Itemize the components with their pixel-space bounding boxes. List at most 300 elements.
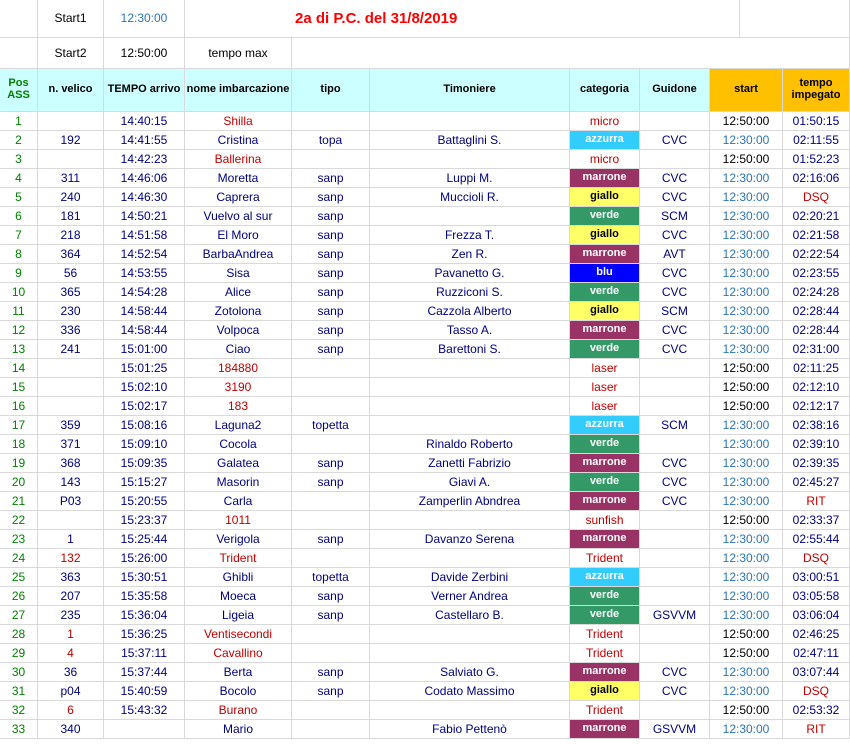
cell-pos[interactable]: 30 (0, 663, 38, 682)
cell-nome[interactable]: Bocolo (185, 682, 292, 701)
cell-guidone[interactable]: GSVVM (640, 720, 710, 739)
cell-guidone[interactable] (640, 644, 710, 663)
cell-nome[interactable]: Ventisecondi (185, 625, 292, 644)
cell-tipo[interactable]: topetta (292, 568, 370, 587)
cell-velico[interactable]: 311 (38, 169, 104, 188)
cell-arrivo[interactable]: 14:54:28 (104, 283, 185, 302)
cell-guidone[interactable] (640, 397, 710, 416)
cell-arrivo[interactable]: 15:36:25 (104, 625, 185, 644)
table-row[interactable] (0, 454, 850, 473)
table-row[interactable] (0, 587, 850, 606)
cell-start[interactable]: 12:30:00 (710, 169, 783, 188)
cell-categoria[interactable] (570, 511, 640, 530)
cell-arrivo[interactable]: 15:40:59 (104, 682, 185, 701)
cell-nome[interactable]: 184880 (185, 359, 292, 378)
cell-nome[interactable]: Mario (185, 720, 292, 739)
cell-categoria[interactable] (570, 188, 640, 207)
cell-tempo[interactable]: 02:39:35 (783, 454, 850, 473)
cell-guidone[interactable] (640, 587, 710, 606)
cell-categoria[interactable] (570, 492, 640, 511)
cell-tempo[interactable]: 02:33:37 (783, 511, 850, 530)
cell-arrivo[interactable]: 15:25:44 (104, 530, 185, 549)
cell-nome[interactable]: Carla (185, 492, 292, 511)
cell-start[interactable]: 12:30:00 (710, 416, 783, 435)
cell-timoniere[interactable] (370, 416, 570, 435)
cell-start[interactable]: 12:50:00 (710, 359, 783, 378)
cell-categoria[interactable] (570, 207, 640, 226)
cell-guidone[interactable]: SCM (640, 416, 710, 435)
cell-timoniere[interactable]: Zamperlin Abndrea (370, 492, 570, 511)
cell-nome[interactable]: Galatea (185, 454, 292, 473)
cell-timoniere[interactable]: Pavanetto G. (370, 264, 570, 283)
cell-categoria[interactable] (570, 226, 640, 245)
cell-nome[interactable]: Berta (185, 663, 292, 682)
cell-timoniere[interactable]: Fabio Pettenò (370, 720, 570, 739)
cell-guidone[interactable]: SCM (640, 302, 710, 321)
cell-arrivo[interactable]: 15:23:37 (104, 511, 185, 530)
cell-timoniere[interactable] (370, 644, 570, 663)
cell-pos[interactable]: 13 (0, 340, 38, 359)
cell-categoria[interactable] (570, 245, 640, 264)
cell-start[interactable]: 12:30:00 (710, 302, 783, 321)
cell-timoniere[interactable]: Barettoni S. (370, 340, 570, 359)
cell-guidone[interactable]: CVC (640, 131, 710, 150)
cell-timoniere[interactable]: Rinaldo Roberto (370, 435, 570, 454)
cell-arrivo[interactable]: 15:37:11 (104, 644, 185, 663)
cell-pos[interactable]: 6 (0, 207, 38, 226)
cell-categoria[interactable] (570, 359, 640, 378)
cell-start[interactable]: 12:50:00 (710, 644, 783, 663)
col-timoniere[interactable]: Timoniere (370, 69, 570, 112)
cell-pos[interactable]: 26 (0, 587, 38, 606)
table-row[interactable] (0, 720, 850, 739)
cell-tipo[interactable]: sanp (292, 340, 370, 359)
table-row[interactable] (0, 530, 850, 549)
cell-velico[interactable] (38, 511, 104, 530)
cell-nome[interactable]: Moeca (185, 587, 292, 606)
cell-guidone[interactable] (640, 435, 710, 454)
cell-tempo[interactable]: RIT (783, 492, 850, 511)
cell-pos[interactable]: 7 (0, 226, 38, 245)
cell-tipo[interactable] (292, 359, 370, 378)
cell-categoria[interactable] (570, 321, 640, 340)
cell-nome[interactable]: Cocola (185, 435, 292, 454)
cell-categoria[interactable] (570, 302, 640, 321)
cell-guidone[interactable] (640, 530, 710, 549)
cell-tipo[interactable] (292, 378, 370, 397)
cell-tempo[interactable]: 02:11:55 (783, 131, 850, 150)
cell-tempo[interactable]: 02:46:25 (783, 625, 850, 644)
col-start[interactable]: start (710, 69, 783, 112)
cell-pos[interactable]: 12 (0, 321, 38, 340)
cell-guidone[interactable]: CVC (640, 682, 710, 701)
table-row[interactable] (0, 511, 850, 530)
cell-guidone[interactable] (640, 378, 710, 397)
cell-start[interactable]: 12:30:00 (710, 131, 783, 150)
cell-start[interactable]: 12:30:00 (710, 321, 783, 340)
cell-nome[interactable]: Zotolona (185, 302, 292, 321)
cell-categoria[interactable] (570, 549, 640, 568)
cell-timoniere[interactable]: Tasso A. (370, 321, 570, 340)
cell-start[interactable]: 12:50:00 (710, 150, 783, 169)
cell-velico[interactable] (38, 378, 104, 397)
cell-velico[interactable]: 365 (38, 283, 104, 302)
cell-start[interactable]: 12:30:00 (710, 340, 783, 359)
cell-categoria[interactable] (570, 131, 640, 150)
cell-arrivo[interactable]: 14:46:06 (104, 169, 185, 188)
cell-guidone[interactable]: CVC (640, 188, 710, 207)
cell-tempo[interactable]: 02:53:32 (783, 701, 850, 720)
cell-guidone[interactable] (640, 511, 710, 530)
cell-start[interactable]: 12:30:00 (710, 188, 783, 207)
cell-arrivo[interactable]: 15:09:35 (104, 454, 185, 473)
cell-tipo[interactable]: sanp (292, 264, 370, 283)
cell-velico[interactable]: p04 (38, 682, 104, 701)
cell-tipo[interactable]: sanp (292, 530, 370, 549)
cell-timoniere[interactable] (370, 701, 570, 720)
col-arrivo[interactable]: TEMPO arrivo (104, 69, 185, 112)
cell-timoniere[interactable] (370, 625, 570, 644)
cell-timoniere[interactable]: Zen R. (370, 245, 570, 264)
table-row[interactable] (0, 359, 850, 378)
cell-guidone[interactable]: CVC (640, 663, 710, 682)
cell-timoniere[interactable] (370, 150, 570, 169)
cell-nome[interactable]: 1011 (185, 511, 292, 530)
cell-velico[interactable]: 6 (38, 701, 104, 720)
cell-categoria[interactable] (570, 701, 640, 720)
cell-tempo[interactable]: 03:00:51 (783, 568, 850, 587)
cell-nome[interactable]: Shilla (185, 112, 292, 131)
table-row[interactable] (0, 112, 850, 131)
cell-start[interactable]: 12:30:00 (710, 549, 783, 568)
cell-velico[interactable]: 207 (38, 587, 104, 606)
cell-start[interactable]: 12:30:00 (710, 454, 783, 473)
cell-pos[interactable]: 25 (0, 568, 38, 587)
cell-tipo[interactable]: sanp (292, 606, 370, 625)
cell-tempo[interactable]: 02:20:21 (783, 207, 850, 226)
cell-guidone[interactable]: CVC (640, 169, 710, 188)
cell-tipo[interactable] (292, 397, 370, 416)
table-row[interactable] (0, 435, 850, 454)
cell-timoniere[interactable] (370, 359, 570, 378)
cell-arrivo[interactable]: 15:02:17 (104, 397, 185, 416)
cell-velico[interactable]: 4 (38, 644, 104, 663)
cell-nome[interactable]: Burano (185, 701, 292, 720)
cell-arrivo[interactable]: 14:58:44 (104, 321, 185, 340)
cell-tipo[interactable] (292, 511, 370, 530)
cell-start[interactable]: 12:30:00 (710, 587, 783, 606)
cell-guidone[interactable] (640, 359, 710, 378)
cell-nome[interactable]: 3190 (185, 378, 292, 397)
cell-categoria[interactable] (570, 625, 640, 644)
cell-nome[interactable]: Ciao (185, 340, 292, 359)
cell-start[interactable]: 12:30:00 (710, 473, 783, 492)
cell-pos[interactable]: 8 (0, 245, 38, 264)
cell-tempo[interactable]: 03:06:04 (783, 606, 850, 625)
cell-velico[interactable]: 240 (38, 188, 104, 207)
cell-categoria[interactable] (570, 530, 640, 549)
cell-nome[interactable]: Cristina (185, 131, 292, 150)
cell-nome[interactable]: Moretta (185, 169, 292, 188)
cell-start[interactable]: 12:30:00 (710, 568, 783, 587)
cell-arrivo[interactable]: 15:01:00 (104, 340, 185, 359)
cell-velico[interactable]: 241 (38, 340, 104, 359)
cell-start[interactable]: 12:50:00 (710, 397, 783, 416)
cell-guidone[interactable]: CVC (640, 283, 710, 302)
cell-timoniere[interactable] (370, 397, 570, 416)
cell-nome[interactable]: BarbaAndrea (185, 245, 292, 264)
cell-arrivo[interactable]: 15:43:32 (104, 701, 185, 720)
table-row[interactable] (0, 416, 850, 435)
cell-pos[interactable]: 24 (0, 549, 38, 568)
cell-velico[interactable]: 368 (38, 454, 104, 473)
cell-categoria[interactable] (570, 682, 640, 701)
cell-pos[interactable]: 32 (0, 701, 38, 720)
cell-arrivo[interactable]: 15:36:04 (104, 606, 185, 625)
table-row[interactable] (0, 606, 850, 625)
cell-pos[interactable]: 10 (0, 283, 38, 302)
cell-pos[interactable]: 3 (0, 150, 38, 169)
cell-tipo[interactable] (292, 625, 370, 644)
cell-nome[interactable]: Trident (185, 549, 292, 568)
cell-tipo[interactable]: sanp (292, 587, 370, 606)
cell-timoniere[interactable]: Zanetti Fabrizio (370, 454, 570, 473)
table-row[interactable] (0, 340, 850, 359)
cell-pos[interactable]: 28 (0, 625, 38, 644)
cell-tempo[interactable]: 02:24:28 (783, 283, 850, 302)
cell-pos[interactable]: 33 (0, 720, 38, 739)
cell-timoniere[interactable] (370, 549, 570, 568)
table-row[interactable] (0, 226, 850, 245)
cell-tipo[interactable]: sanp (292, 454, 370, 473)
cell-tempo[interactable]: 03:05:58 (783, 587, 850, 606)
cell-categoria[interactable] (570, 416, 640, 435)
cell-tipo[interactable] (292, 549, 370, 568)
cell-arrivo[interactable]: 15:01:25 (104, 359, 185, 378)
cell-tempo[interactable]: 02:16:06 (783, 169, 850, 188)
cell-pos[interactable]: 15 (0, 378, 38, 397)
cell-categoria[interactable] (570, 454, 640, 473)
cell-tipo[interactable]: sanp (292, 473, 370, 492)
cell-tempo[interactable]: 02:12:10 (783, 378, 850, 397)
cell-velico[interactable]: 359 (38, 416, 104, 435)
cell-arrivo[interactable]: 15:02:10 (104, 378, 185, 397)
cell-start[interactable]: 12:30:00 (710, 226, 783, 245)
cell-tempo[interactable]: 02:28:44 (783, 302, 850, 321)
cell-tempo[interactable]: 03:07:44 (783, 663, 850, 682)
cell-velico[interactable]: 371 (38, 435, 104, 454)
cell-pos[interactable]: 18 (0, 435, 38, 454)
cell-arrivo[interactable] (104, 720, 185, 739)
cell-tempo[interactable]: RIT (783, 720, 850, 739)
cell-categoria[interactable] (570, 169, 640, 188)
cell-tempo[interactable]: 02:38:16 (783, 416, 850, 435)
cell-categoria[interactable] (570, 340, 640, 359)
cell-pos[interactable]: 29 (0, 644, 38, 663)
cell-timoniere[interactable] (370, 511, 570, 530)
cell-guidone[interactable] (640, 549, 710, 568)
cell-nome[interactable]: Ballerina (185, 150, 292, 169)
cell-tempo[interactable]: 01:52:23 (783, 150, 850, 169)
cell-velico[interactable]: 230 (38, 302, 104, 321)
cell-tempo[interactable]: 02:21:58 (783, 226, 850, 245)
cell-categoria[interactable] (570, 663, 640, 682)
cell-categoria[interactable] (570, 283, 640, 302)
cell-velico[interactable]: 364 (38, 245, 104, 264)
col-nome[interactable]: nome imbarcazione (185, 69, 292, 112)
cell-tempo[interactable]: DSQ (783, 682, 850, 701)
cell-arrivo[interactable]: 15:26:00 (104, 549, 185, 568)
cell-tipo[interactable]: sanp (292, 321, 370, 340)
cell-nome[interactable]: Verigola (185, 530, 292, 549)
table-row[interactable] (0, 549, 850, 568)
cell-start[interactable]: 12:50:00 (710, 112, 783, 131)
cell-categoria[interactable] (570, 473, 640, 492)
cell-tempo[interactable]: 01:50:15 (783, 112, 850, 131)
table-row[interactable] (0, 473, 850, 492)
cell-velico[interactable]: 235 (38, 606, 104, 625)
cell-arrivo[interactable]: 14:46:30 (104, 188, 185, 207)
cell-pos[interactable]: 1 (0, 112, 38, 131)
cell-pos[interactable]: 16 (0, 397, 38, 416)
cell-tempo[interactable]: DSQ (783, 549, 850, 568)
cell-categoria[interactable] (570, 397, 640, 416)
cell-tempo[interactable]: 02:23:55 (783, 264, 850, 283)
cell-tipo[interactable]: topa (292, 131, 370, 150)
cell-timoniere[interactable]: Frezza T. (370, 226, 570, 245)
cell-timoniere[interactable]: Muccioli R. (370, 188, 570, 207)
table-row[interactable] (0, 625, 850, 644)
cell-guidone[interactable]: CVC (640, 340, 710, 359)
cell-nome[interactable]: Masorin (185, 473, 292, 492)
cell-velico[interactable]: 181 (38, 207, 104, 226)
cell-timoniere[interactable]: Verner Andrea (370, 587, 570, 606)
cell-velico[interactable]: 56 (38, 264, 104, 283)
cell-velico[interactable]: 132 (38, 549, 104, 568)
cell-guidone[interactable] (640, 112, 710, 131)
cell-nome[interactable]: Alice (185, 283, 292, 302)
cell-timoniere[interactable]: Cazzola Alberto (370, 302, 570, 321)
table-row[interactable] (0, 378, 850, 397)
cell-pos[interactable]: 14 (0, 359, 38, 378)
table-row[interactable] (0, 264, 850, 283)
cell-timoniere[interactable]: Davide Zerbini (370, 568, 570, 587)
cell-start[interactable]: 12:50:00 (710, 511, 783, 530)
cell-tempo[interactable]: 02:47:11 (783, 644, 850, 663)
table-row[interactable] (0, 283, 850, 302)
cell-timoniere[interactable]: Codato Massimo (370, 682, 570, 701)
cell-pos[interactable]: 22 (0, 511, 38, 530)
cell-categoria[interactable] (570, 587, 640, 606)
cell-guidone[interactable] (640, 150, 710, 169)
cell-tempo[interactable]: 02:55:44 (783, 530, 850, 549)
cell-arrivo[interactable]: 14:41:55 (104, 131, 185, 150)
table-row[interactable] (0, 492, 850, 511)
cell-categoria[interactable] (570, 435, 640, 454)
cell-categoria[interactable] (570, 606, 640, 625)
cell-tipo[interactable]: sanp (292, 283, 370, 302)
table-row[interactable] (0, 397, 850, 416)
cell-start[interactable]: 12:30:00 (710, 530, 783, 549)
cell-pos[interactable]: 23 (0, 530, 38, 549)
cell-arrivo[interactable]: 15:35:58 (104, 587, 185, 606)
table-row[interactable] (0, 207, 850, 226)
cell-velico[interactable]: 336 (38, 321, 104, 340)
cell-nome[interactable]: Vuelvo al sur (185, 207, 292, 226)
cell-timoniere[interactable]: Giavi A. (370, 473, 570, 492)
cell-velico[interactable]: 218 (38, 226, 104, 245)
cell-guidone[interactable]: CVC (640, 264, 710, 283)
cell-categoria[interactable] (570, 378, 640, 397)
cell-nome[interactable]: Caprera (185, 188, 292, 207)
cell-nome[interactable]: Ghibli (185, 568, 292, 587)
table-row[interactable] (0, 682, 850, 701)
cell-guidone[interactable]: SCM (640, 207, 710, 226)
cell-start[interactable]: 12:50:00 (710, 701, 783, 720)
cell-nome[interactable]: 183 (185, 397, 292, 416)
cell-arrivo[interactable]: 14:42:23 (104, 150, 185, 169)
cell-start[interactable]: 12:30:00 (710, 682, 783, 701)
cell-start[interactable]: 12:30:00 (710, 245, 783, 264)
cell-guidone[interactable]: CVC (640, 492, 710, 511)
cell-tipo[interactable]: sanp (292, 682, 370, 701)
cell-guidone[interactable]: CVC (640, 321, 710, 340)
cell-guidone[interactable]: CVC (640, 226, 710, 245)
cell-start[interactable]: 12:30:00 (710, 283, 783, 302)
cell-tempo[interactable]: 02:39:10 (783, 435, 850, 454)
cell-tipo[interactable]: sanp (292, 188, 370, 207)
cell-pos[interactable]: 17 (0, 416, 38, 435)
cell-guidone[interactable]: CVC (640, 473, 710, 492)
cell-pos[interactable]: 20 (0, 473, 38, 492)
cell-velico[interactable]: 1 (38, 530, 104, 549)
table-row[interactable] (0, 701, 850, 720)
cell-pos[interactable]: 11 (0, 302, 38, 321)
cell-tipo[interactable] (292, 720, 370, 739)
cell-timoniere[interactable] (370, 112, 570, 131)
cell-velico[interactable] (38, 359, 104, 378)
cell-velico[interactable] (38, 397, 104, 416)
cell-arrivo[interactable]: 14:52:54 (104, 245, 185, 264)
table-row[interactable] (0, 150, 850, 169)
col-guidone[interactable]: Guidone (640, 69, 710, 112)
cell-arrivo[interactable]: 15:37:44 (104, 663, 185, 682)
cell-arrivo[interactable]: 14:40:15 (104, 112, 185, 131)
cell-nome[interactable]: El Moro (185, 226, 292, 245)
cell-pos[interactable]: 9 (0, 264, 38, 283)
cell-arrivo[interactable]: 15:08:16 (104, 416, 185, 435)
cell-start[interactable]: 12:50:00 (710, 378, 783, 397)
cell-start[interactable]: 12:30:00 (710, 606, 783, 625)
col-velico[interactable]: n. velico (38, 69, 104, 112)
cell-tipo[interactable] (292, 644, 370, 663)
cell-timoniere[interactable]: Salviato G. (370, 663, 570, 682)
cell-categoria[interactable] (570, 112, 640, 131)
cell-tipo[interactable] (292, 150, 370, 169)
cell-tempo[interactable]: DSQ (783, 188, 850, 207)
cell-timoniere[interactable] (370, 207, 570, 226)
cell-pos[interactable]: 31 (0, 682, 38, 701)
cell-velico[interactable]: 1 (38, 625, 104, 644)
cell-guidone[interactable] (640, 701, 710, 720)
cell-nome[interactable]: Sisa (185, 264, 292, 283)
cell-timoniere[interactable]: Castellaro B. (370, 606, 570, 625)
cell-tipo[interactable]: sanp (292, 226, 370, 245)
table-row[interactable] (0, 188, 850, 207)
cell-tipo[interactable]: sanp (292, 169, 370, 188)
cell-nome[interactable]: Volpoca (185, 321, 292, 340)
cell-pos[interactable]: 19 (0, 454, 38, 473)
